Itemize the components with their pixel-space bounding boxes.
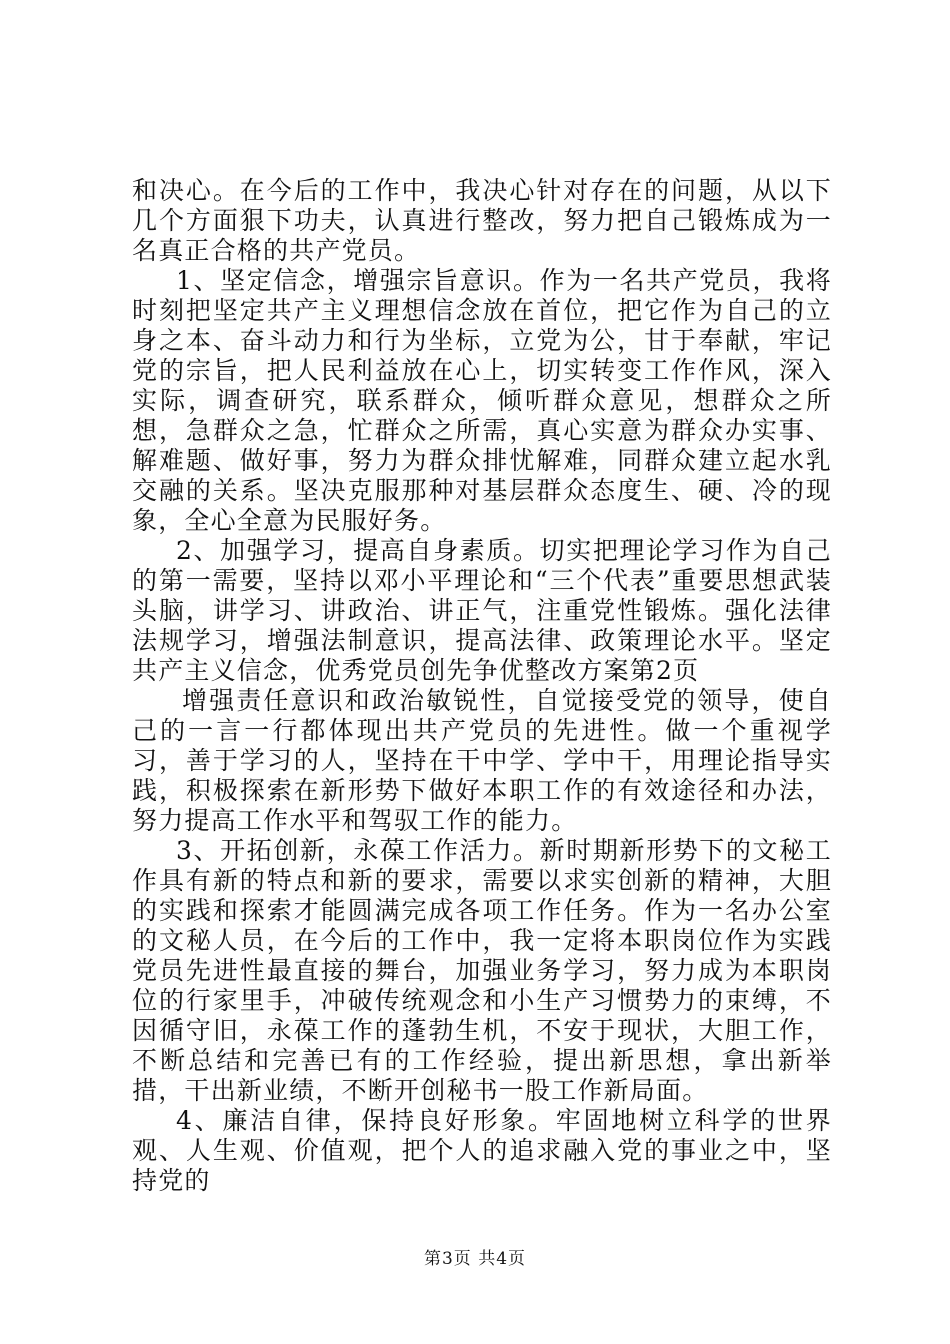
document-body xyxy=(132,176,832,1196)
paragraph-continuation: 和决心。在今后的工作中，我决心针对存在的问题，从以下几个方面狠下功夫，认真进行整改，努力把自己锻炼成为一名真正合格的共产党员。 xyxy=(132,176,832,265)
page-footer: 第3页 共4页 xyxy=(423,1249,527,1269)
paragraph-point-3: 3、开拓创新，永葆工作活力。新时期新形势下的文秘工作具有新的特点和新的要求，需要以求实创新的精神，大胆的实践和探索才能圆满完成各项工作任务。作为一名办公室的文秘人员，在今后的工作中，我一定将本职岗位作为实践党员先进性最直接的舞台，加强业务学习，努力成为本职岗位的行家里手，冲破传统观念和小生产习惯势力的束缚，不因循守旧，永葆工作的蓬勃生机，不安于现状，大胆工作，不断总结和完善已有的工作经验，提出新思想，拿出新举措，干出新业绩，不断开创秘书一股工作新局面。 xyxy=(132,836,832,1105)
paragraph-point-2-continued: 增强责任意识和政治敏锐性，自觉接受党的领导，使自己的一言一行都体现出共产党员的先进性。做一个重视学习，善于学习的人，坚持在干中学、学中干，用理论指导实践，积极探索在新形势下做好本职工作的有效途径和办法，努力提高工作水平和驾驭工作的能力。 xyxy=(132,686,832,835)
paragraph-point-2: 2、加强学习，提高自身素质。切实把理论学习作为自己的第一需要，坚持以邓小平理论和“三个代表”重要思想武装头脑，讲学习、讲政治、讲正气，注重党性锻炼。强化法律法规学习，增强法制意识，提高法律、政策理论水平。坚定共产主义信念，优秀党员创先争优整改方案第2页 xyxy=(132,536,832,685)
paragraph-point-4: 4、廉洁自律，保持良好形象。牢固地树立科学的世界观、人生观、价值观，把个人的追求融入党的事业之中，坚持党的 xyxy=(132,1106,832,1195)
paragraph-point-1: 1、坚定信念，增强宗旨意识。作为一名共产党员，我将时刻把坚定共产主义理想信念放在首位，把它作为自己的立身之本、奋斗动力和行为坐标，立党为公，甘于奉献，牢记党的宗旨，把人民利益放在心上，切实转变工作作风，深入实际，调查研究，联系群众，倾听群众意见，想群众之所想，急群众之急，忙群众之所需，真心实意为群众办实事、解难题、做好事，努力为群众排忧解难，同群众建立起水乳交融的关系。坚决克服那种对基层群众态度生、硬、冷的现象，全心全意为民服好务。 xyxy=(132,266,832,535)
